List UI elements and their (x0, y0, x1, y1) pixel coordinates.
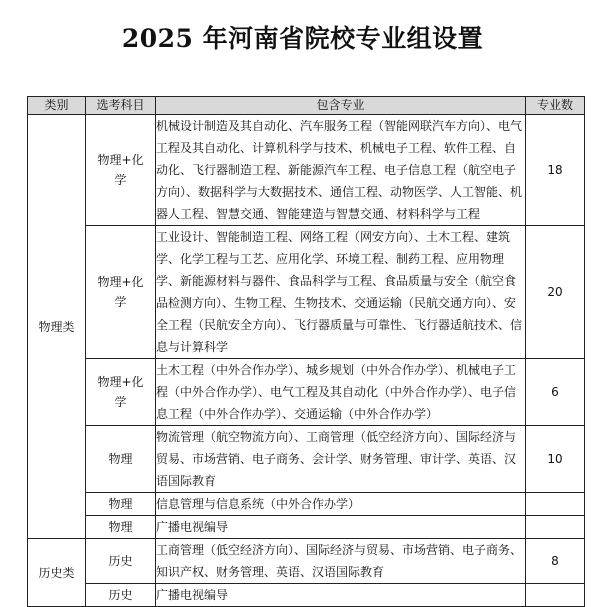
table-row (28, 584, 585, 607)
subject-text: 物理+化学 (97, 275, 144, 309)
majors-cell: 物流管理（航空物流方向）、工商管理（低空经济方向）、国际经济与贸易、市场营销、电子商务、会计学、财务管理、审计学、英语、汉语国际教育 (156, 426, 526, 493)
table-row (28, 516, 585, 539)
subject-cell (86, 493, 156, 516)
majors-cell: 信息管理与信息系统（中外合作办学） (156, 493, 526, 516)
majors-cell: 机械设计制造及其自动化、汽车服务工程（智能网联汽车方向）、电气工程及其自动化、计算机科学与技术、机械电子工程、软件工程、自动化、飞行器制造工程、新能源汽车工程、电子信息工程（航空电子方向）、数据科学与大数据技术、通信工程、动物医学、人工智能、机器人工程、智慧交通、智能建造与智慧交通、材料科学与工程 (156, 115, 526, 226)
page-title: 2025 年河南省院校专业组设置 (121, 24, 484, 53)
subject-cell (86, 426, 156, 493)
count-cell: 18 (526, 115, 585, 226)
count-cell: 6 (526, 359, 585, 426)
table-header-row (28, 97, 585, 115)
subject-text: 物理 (108, 520, 133, 534)
header-count: 专业数 (526, 97, 585, 115)
majors-cell: 工商管理（低空经济方向）、国际经济与贸易、市场营销、电子商务、知识产权、财务管理、英语、汉语国际教育 (156, 539, 526, 584)
majors-cell: 广播电视编导 (156, 516, 526, 539)
subject-cell (86, 539, 156, 584)
table-row (28, 493, 585, 516)
subject-text: 物理 (108, 497, 133, 511)
subject-cell (86, 516, 156, 539)
subject-text: 物理 (108, 452, 133, 466)
majors-cell: 工业设计、智能制造工程、网络工程（网安方向）、土木工程、建筑学、化学工程与工艺、应用化学、环境工程、制药工程、应用物理学、新能源材料与器件、食品科学与工程、食品质量与安全（航空食品检测方向）、生物工程、生物技术、交通运输（民航交通方向）、安全工程（民航安全方向）、飞行器质量与可靠性、飞行器适航技术、信息与计算科学 (156, 226, 526, 359)
subject-cell (86, 584, 156, 607)
category-cell-physics: 物理类 (28, 115, 86, 539)
count-cell: 10 (526, 426, 585, 493)
table-row (28, 226, 585, 359)
subject-cell (86, 226, 156, 359)
count-cell (526, 493, 585, 516)
header-category: 类别 (28, 97, 86, 115)
subject-cell (86, 115, 156, 226)
count-cell: 8 (526, 539, 585, 584)
subject-text: 历史 (108, 554, 133, 568)
header-majors: 包含专业 (156, 97, 526, 115)
count-cell (526, 584, 585, 607)
table-row (28, 359, 585, 426)
subject-text: 物理+化学 (97, 375, 144, 409)
count-cell: 20 (526, 226, 585, 359)
majors-cell: 土木工程（中外合作办学）、城乡规划（中外合作办学）、机械电子工程（中外合作办学）、电气工程及其自动化（中外合作办学）、电子信息工程（中外合作办学）、交通运输（中外合作办学） (156, 359, 526, 426)
count-cell (526, 516, 585, 539)
header-subject: 选考科目 (86, 97, 156, 115)
major-group-table (27, 96, 585, 607)
subject-cell (86, 359, 156, 426)
category-cell-history: 历史类 (28, 539, 86, 607)
subject-text: 历史 (108, 588, 133, 602)
majors-cell: 广播电视编导 (156, 584, 526, 607)
subject-text: 物理+化学 (97, 153, 144, 187)
table-row (28, 539, 585, 584)
table-row (28, 426, 585, 493)
table-row (28, 115, 585, 226)
